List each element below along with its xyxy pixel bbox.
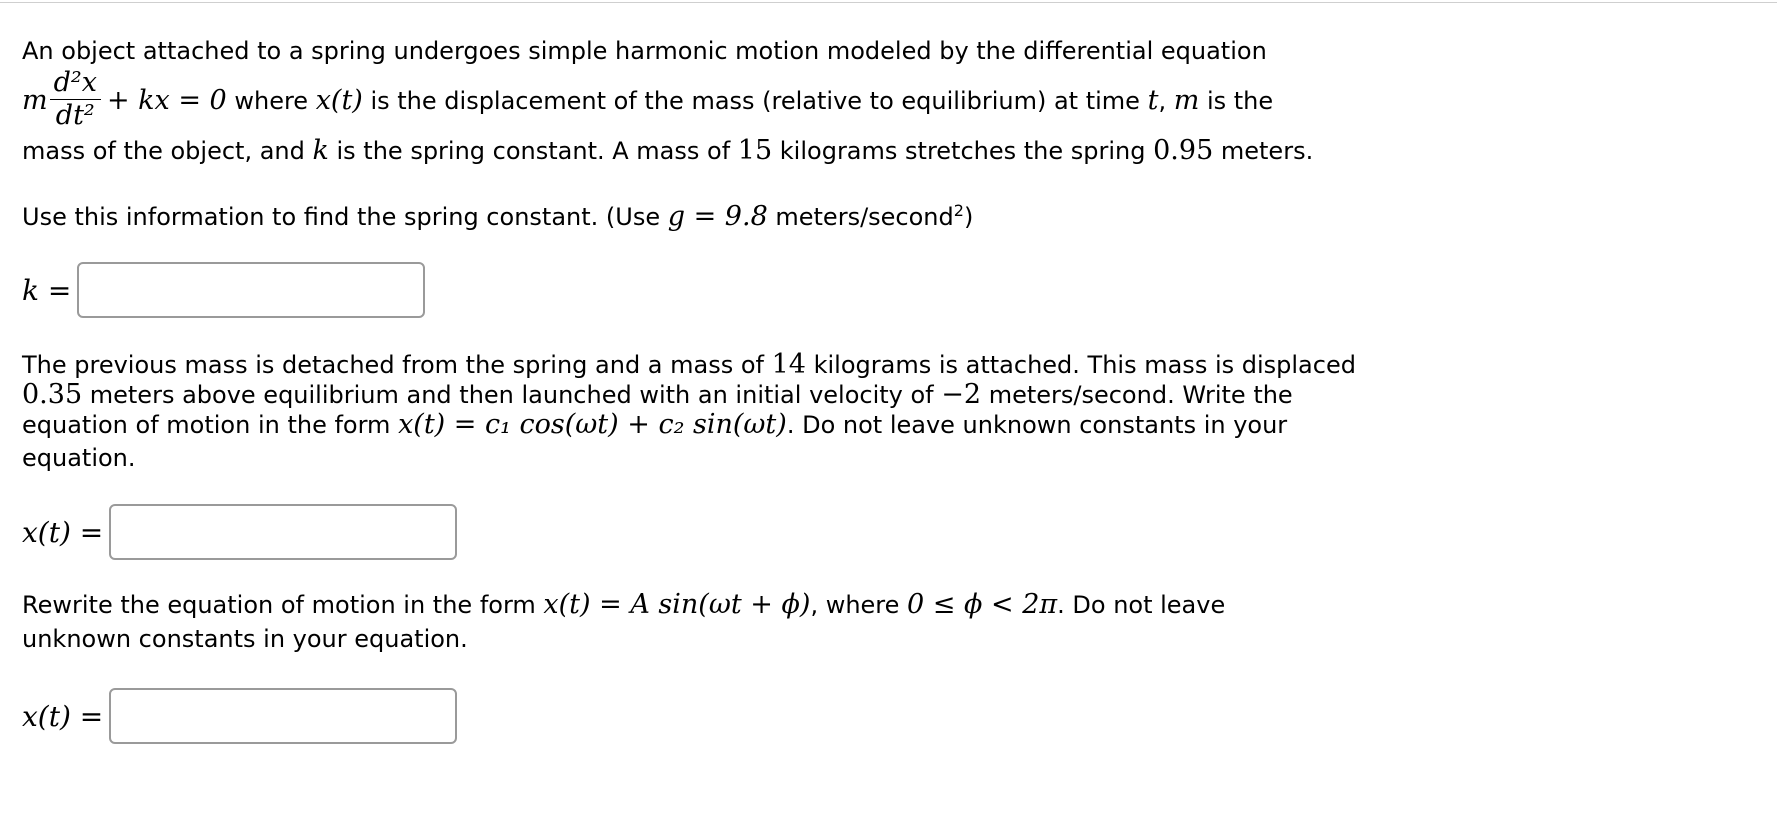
phase-line-1 <box>22 588 1442 622</box>
p3-d: meters/second. Write the <box>981 381 1293 409</box>
sin-phase-form: x(t) = A sin(ωt + ϕ) <box>543 589 811 620</box>
eq-rest: + kx = 0 <box>106 85 227 116</box>
p4-a: Rewrite the equation of motion in the form <box>22 591 544 619</box>
mass-value: 15 <box>737 135 773 166</box>
x1-answer-input[interactable] <box>109 504 457 560</box>
comma-text: , <box>1158 87 1174 115</box>
p3-e: equation of motion in the form <box>22 411 399 439</box>
x1-answer-label: x(t) = <box>22 515 104 549</box>
displacement-value: 0.35 <box>22 379 83 410</box>
where-text: where <box>226 87 316 115</box>
motion-line-3 <box>22 410 1442 440</box>
intro-line-3 <box>22 134 1442 168</box>
intro-paragraph <box>22 34 1442 168</box>
motion-line-2 <box>22 380 1442 410</box>
derivative-fraction <box>50 67 101 132</box>
mass2-value: 14 <box>771 349 806 380</box>
stretch-value: 0.95 <box>1153 135 1214 166</box>
phase-range: 0 ≤ ϕ < 2π <box>907 589 1058 620</box>
p2-text-c: ) <box>963 203 974 231</box>
fraction-numerator: d²x <box>50 67 101 100</box>
x2-answer-label: x(t) = <box>22 699 104 733</box>
t-symbol: t <box>1147 85 1159 116</box>
line3-d: meters. <box>1213 137 1314 165</box>
question-content <box>22 34 1442 748</box>
cos-sin-form: x(t) = c₁ cos(ωt) + c₂ sin(ωt) <box>398 409 787 440</box>
motion-paragraph <box>22 350 1442 476</box>
xt-symbol: x(t) <box>315 85 363 116</box>
p2-text-a: Use this information to find the spring constant. (Use <box>22 203 668 231</box>
line3-c: kilograms stretches the spring <box>772 137 1154 165</box>
k-symbol: k <box>312 135 329 166</box>
motion-line-1 <box>22 350 1442 380</box>
phase-line-2: unknown constants in your equation. <box>22 625 468 653</box>
m-symbol: m <box>1173 85 1200 116</box>
p2-exponent: 2 <box>953 201 964 220</box>
answer-row-x1 <box>22 500 1442 564</box>
motion-line-4: equation. <box>22 444 136 472</box>
desc-text: is the displacement of the mass (relative to equilibrium) at time <box>362 87 1148 115</box>
x2-answer-input[interactable] <box>109 688 457 744</box>
answer-row-k <box>22 258 1442 322</box>
p3-f: . Do not leave unknown constants in your <box>786 411 1288 439</box>
velocity-value: −2 <box>941 379 982 410</box>
p3-a: The previous mass is detached from the spring and a mass of <box>22 351 772 379</box>
line3-a: mass of the object, and <box>22 137 313 165</box>
p4-c: . Do not leave <box>1057 591 1226 619</box>
p4-b: , where <box>810 591 908 619</box>
p3-c: meters above equilibrium and then launched with an initial velocity of <box>82 381 942 409</box>
spring-constant-prompt <box>22 194 1442 234</box>
eq-m: m <box>22 85 48 116</box>
is-the-text: is the <box>1199 87 1274 115</box>
top-divider <box>0 2 1777 3</box>
p3-b: kilograms is attached. This mass is displaced <box>805 351 1356 379</box>
g-equation: g = 9.8 <box>667 201 768 232</box>
k-answer-label: k = <box>22 273 72 307</box>
line3-b: is the spring constant. A mass of <box>328 137 738 165</box>
intro-line-2 <box>22 68 1442 134</box>
k-answer-input[interactable] <box>77 262 425 318</box>
amplitude-phase-paragraph <box>22 588 1442 656</box>
answer-row-x2 <box>22 684 1442 748</box>
p2-text-b: meters/second <box>767 203 954 231</box>
intro-line-1: An object attached to a spring undergoes simple harmonic motion modeled by the differential equation <box>22 37 1267 65</box>
fraction-denominator: dt² <box>55 99 95 131</box>
